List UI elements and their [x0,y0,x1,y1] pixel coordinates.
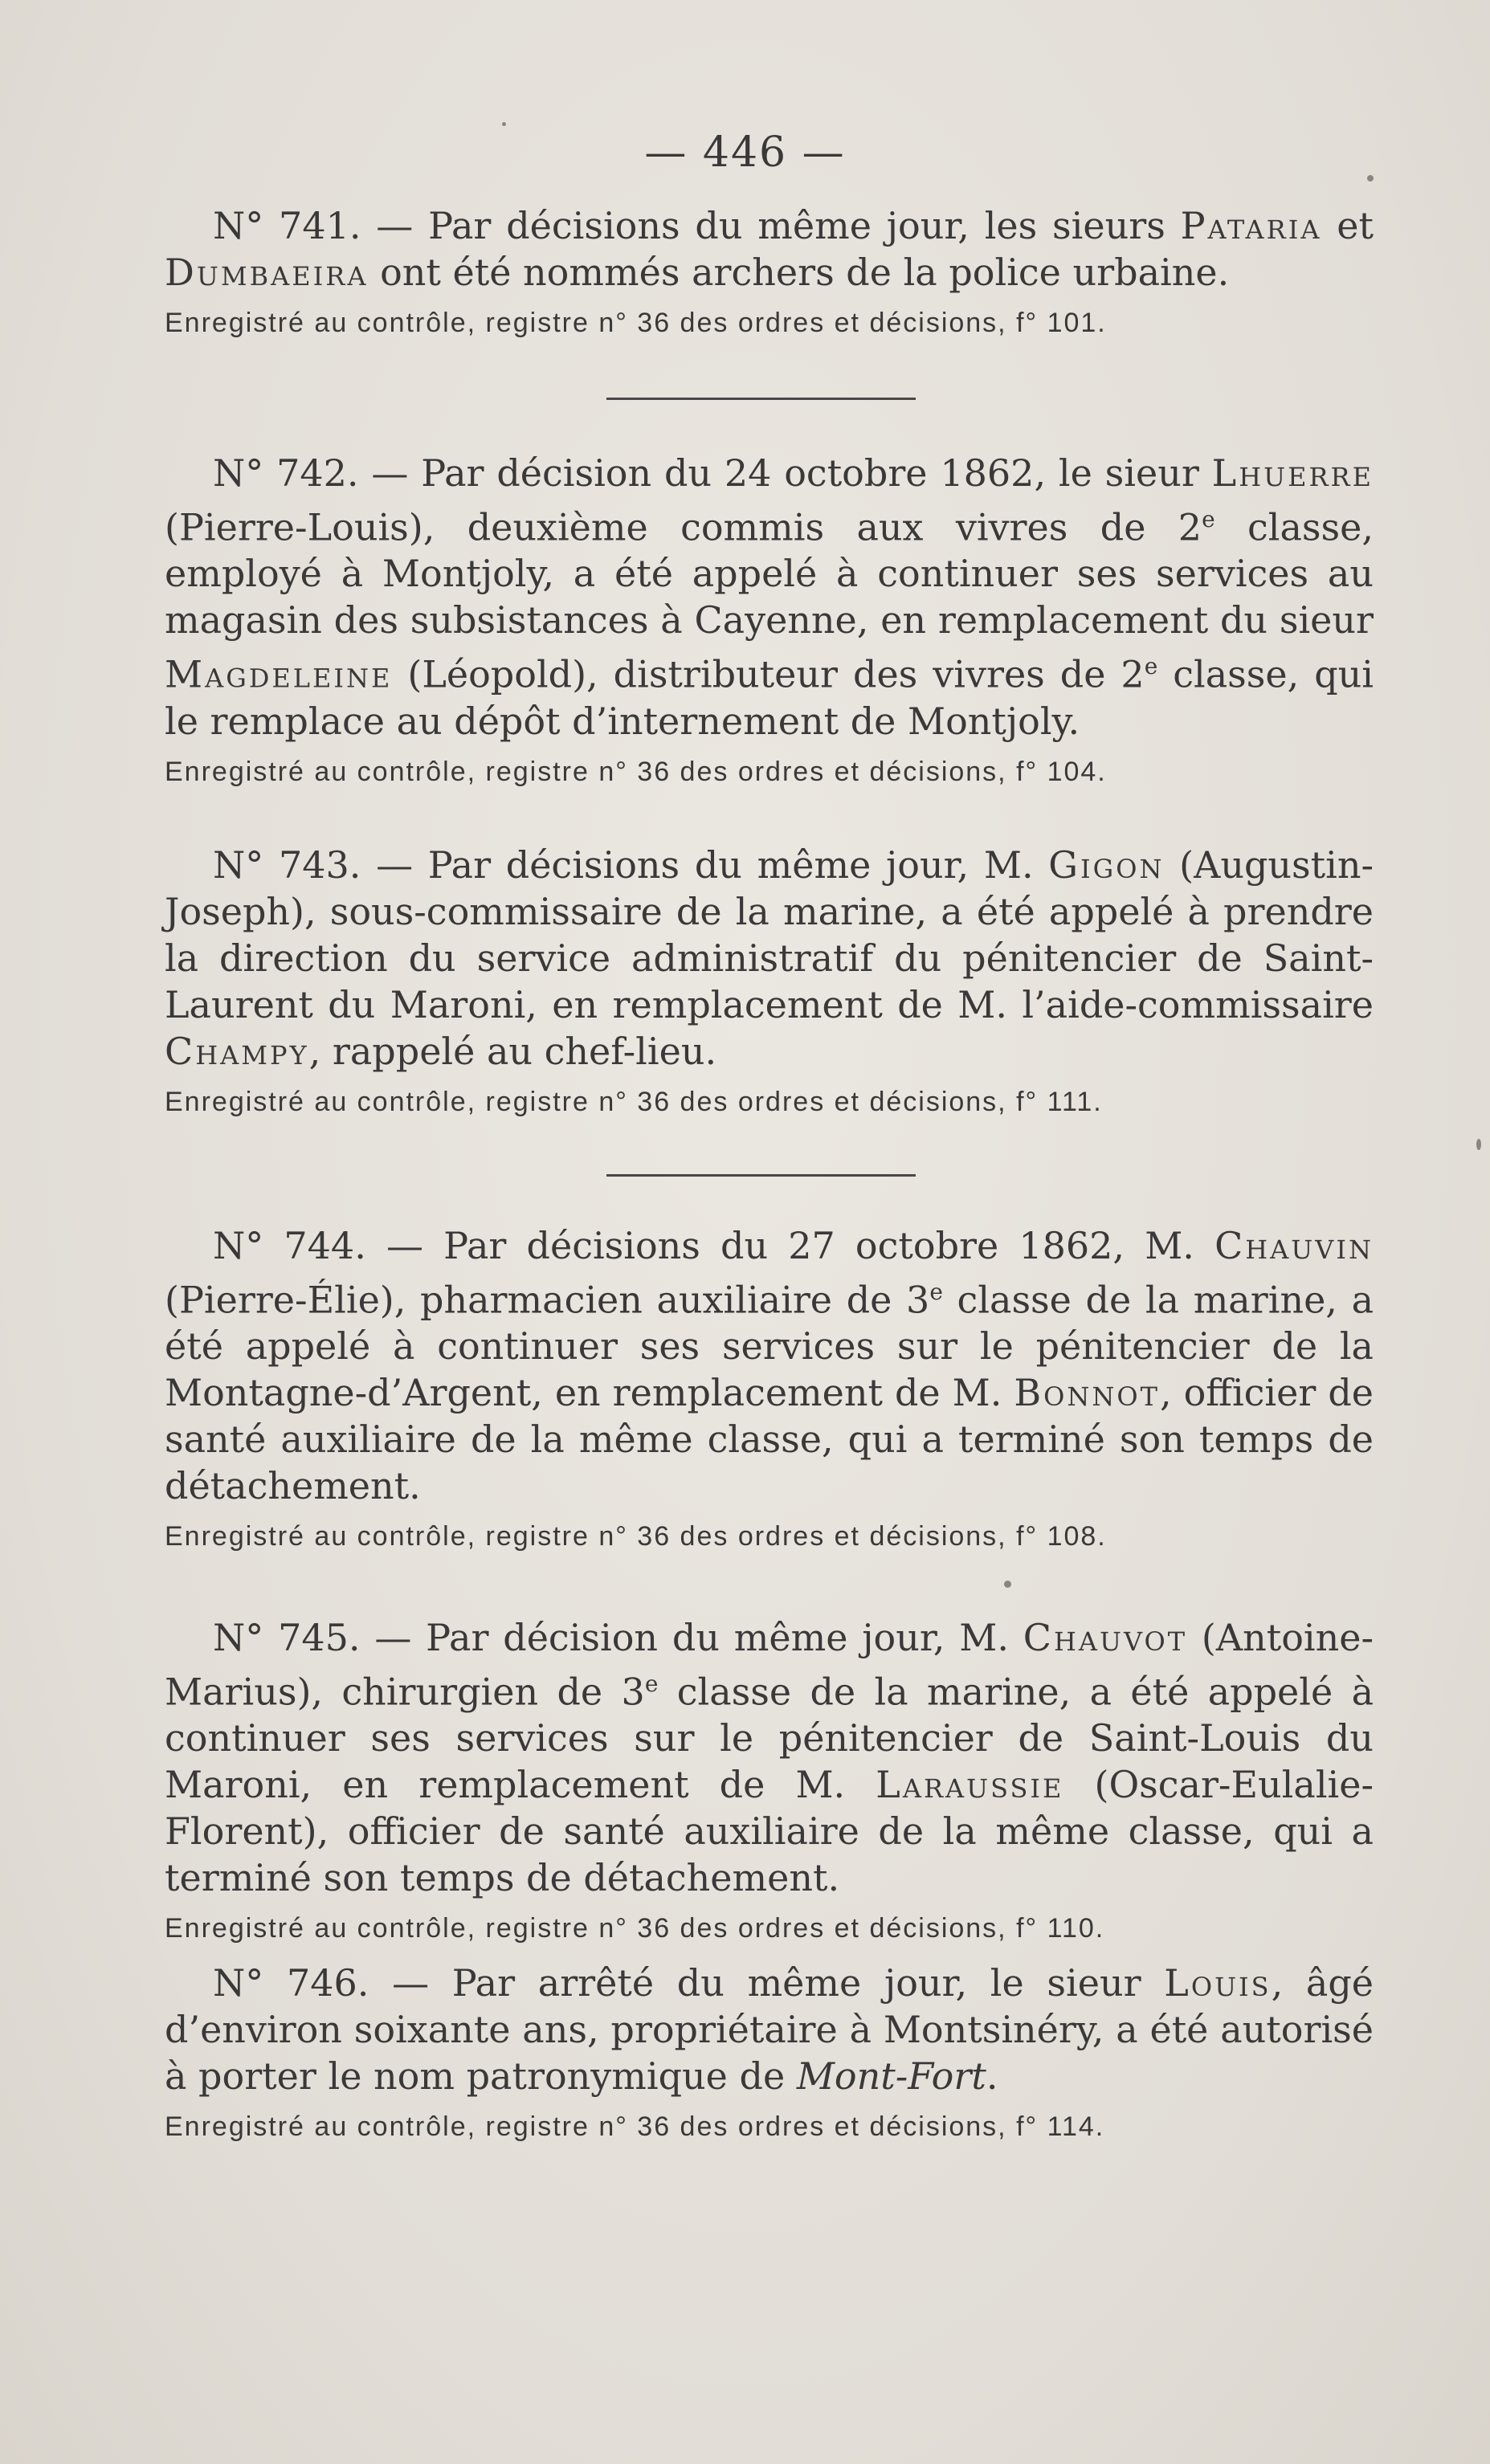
registration-note: Enregistré au contrôle, registre n° 36 des ordres et décisions, f° 110. [165,1913,1105,1944]
registration-note: Enregistré au contrôle, registre n° 36 des ordres et décisions, f° 101. [165,308,1107,338]
text-run: et [1321,204,1374,247]
text-run: (Pierre-Louis), deuxième commis aux vivres de 2 [165,505,1202,549]
person-surname: Lhuerre [1211,451,1374,495]
text-run: — Par décision du même jour, M. [360,1616,1023,1659]
entry-number: N° 744. [213,1224,366,1267]
person-surname: Champy [165,1030,309,1073]
text-run: classe de la marine, a été appelé à continuer ses services sur le pénitencier de Saint-Louis du Maroni, en remplacement de M. [165,1670,1374,1807]
paper-speck [1476,1139,1481,1150]
italic-name: Mont-Fort [796,2054,986,2098]
entry-text [165,842,1374,1075]
entry-741 [165,202,1374,341]
ordinal-superscript: e [644,1671,659,1697]
registration-note: Enregistré au contrôle, registre n° 36 des ordres et décisions, f° 108. [165,1521,1107,1552]
paper-speck [1004,1581,1011,1588]
text-run: (Augustin-Joseph), sous-commissaire de la marine, a été appelé à prendre la direction du service administratif du pénitencier de Saint-Laurent du Maroni, en remplacement de M. l’aide-commissaire [165,843,1374,1026]
ordinal-superscript: e [1144,653,1158,680]
person-surname: Dumbaeira [165,251,369,294]
entry-743 [165,842,1374,1120]
text-run: — Par arrêté du même jour, le sieur [369,1961,1165,2005]
text-run: , rappelé au chef-lieu. [308,1030,717,1073]
text-run: classe de la marine, a été appelé à continuer ses services sur le pénitencier de la Montagne-d’Argent, en remplacement de M. [165,1278,1374,1415]
text-run: — Par décision du 24 octobre 1862, le sieur [358,451,1212,495]
text-run: , âgé d’environ soixante ans, propriétaire à Montsinéry, a été autorisé à porter le nom patronymique de [165,1961,1374,2098]
entry-744 [165,1222,1374,1554]
entry-number: N° 742. [213,451,359,495]
text-run: (Antoine-Marius), chirurgien de 3 [165,1616,1374,1714]
person-surname: Louis [1164,1961,1272,2005]
person-surname: Pataria [1180,204,1322,247]
entry-text [165,202,1374,296]
entry-number: N° 743. [213,843,361,887]
entry-number: N° 741. [213,204,361,247]
text-run: , officier de santé auxiliaire de la même classe, qui a terminé son temps de détachement. [165,1371,1374,1508]
text-run: classe, qui le remplace au dépôt d’internement de Montjoly. [165,652,1374,743]
person-surname: Bonnot [1014,1371,1160,1415]
text-run: — Par décisions du même jour, M. [361,843,1049,887]
person-surname: Chauvot [1023,1616,1188,1659]
text-run: classe, employé à Montjoly, a été appelé à continuer ses services au magasin des subsistances à Cayenne, en remplacement du sieur [165,505,1374,643]
text-run: — Par décisions du 27 octobre 1862, M. [365,1224,1215,1267]
entry-text [165,1614,1374,1901]
text-run: (Léopold), distributeur des vivres de 2 [392,652,1145,696]
registration-note: Enregistré au contrôle, registre n° 36 des ordres et décisions, f° 111. [165,1087,1103,1117]
registration-note: Enregistré au contrôle, registre n° 36 des ordres et décisions, f° 104. [165,756,1107,787]
entry-text [165,1222,1374,1509]
ordinal-superscript: e [1202,506,1215,532]
separator-rule [606,1174,916,1177]
entry-number: N° 746. [213,1961,369,2005]
person-surname: Magdeleine [165,652,393,696]
entry-number: N° 745. [213,1616,361,1659]
text-run: ont été nommés archers de la police urbaine. [368,251,1230,294]
ordinal-superscript: e [929,1279,943,1305]
entry-742 [165,450,1374,789]
registration-note: Enregistré au contrôle, registre n° 36 des ordres et décisions, f° 114. [165,2111,1105,2142]
page-number: — 446 — [644,129,846,177]
person-surname: Laraussie [876,1763,1064,1807]
paper-speck [1367,175,1374,182]
person-surname: Chauvin [1214,1224,1374,1267]
entry-text [165,450,1374,745]
paper-speck [502,122,506,126]
text-run: (Pierre-Élie), pharmacien auxiliaire de 3 [165,1278,930,1322]
entry-745 [165,1614,1374,1946]
text-run: — Par décisions du même jour, les sieurs [361,204,1181,247]
entry-746 [165,1960,1374,2144]
separator-rule [606,398,916,400]
entry-text [165,1960,1374,2099]
text-run: (Oscar-Eulalie-Florent), officier de santé auxiliaire de la même classe, qui a terminé son temps de détachement. [165,1763,1374,1900]
person-surname: Gigon [1048,843,1165,887]
text-run: . [986,2054,998,2098]
